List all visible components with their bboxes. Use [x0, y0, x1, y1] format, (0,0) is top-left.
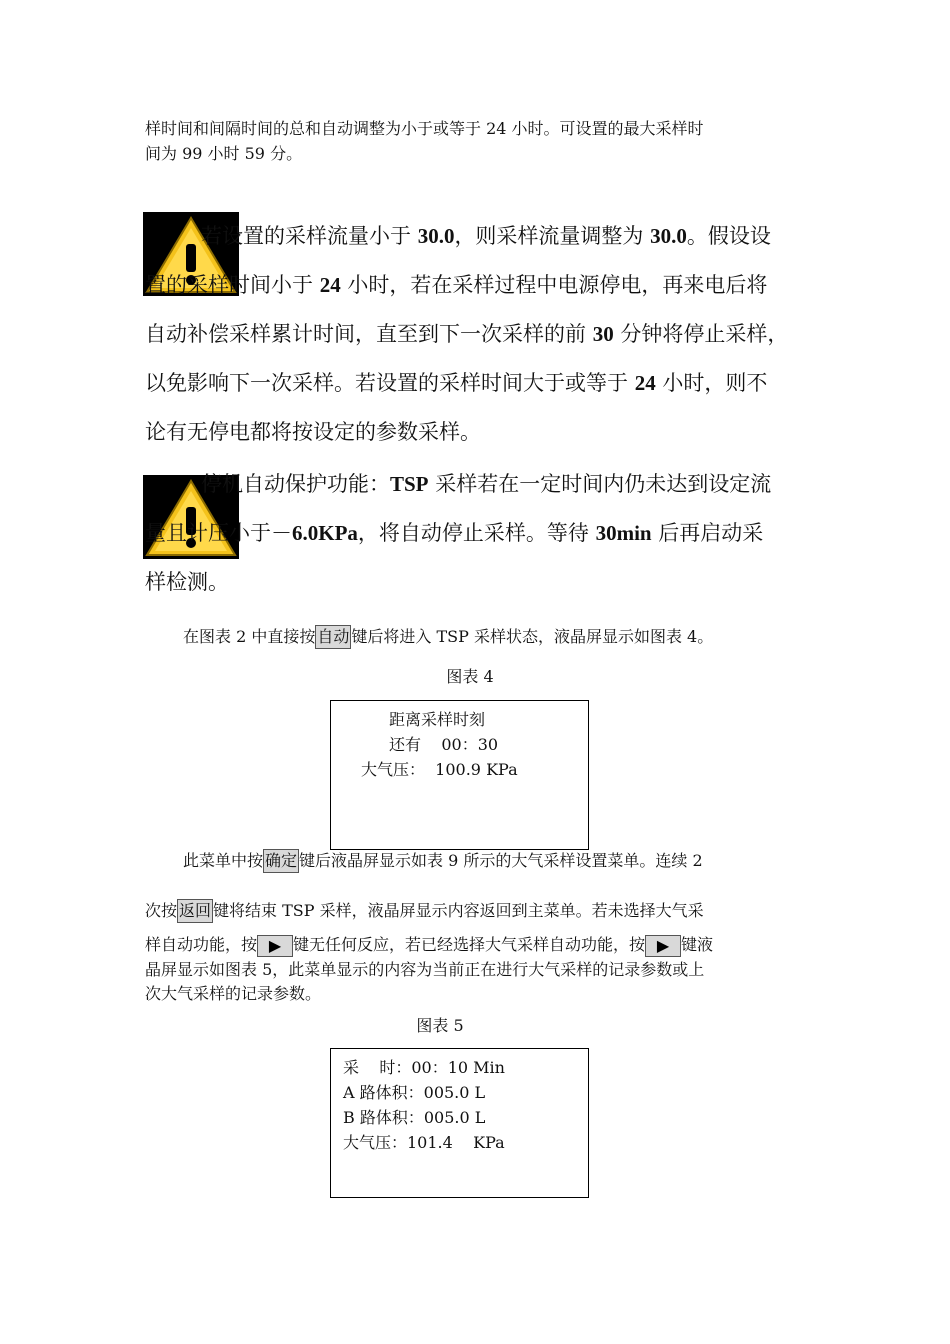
lcd-line: 大气压： 100.9 KPa	[361, 760, 518, 779]
right-arrow-key-icon: ▶	[257, 935, 293, 957]
paragraph-confirm: 此菜单中按 确定 键后液晶屏显示如表 9 所示的大气采样设置菜单。连续 2 次按 返回 键将结束 TSP 采样，液晶屏显示内容返回到主菜单。若未选择大气采 样自动功能，按 ▶ 键无任何反应，若已经选择大气采样自动功能，按 ▶ 键液 晶屏显示如图表 5，此菜单显示的内容为当前正在进行大气采样的记录参数或上 次大气采样的记录参数。	[145, 851, 714, 1003]
return-key: 返回	[177, 899, 213, 923]
confirm-key: 确定	[263, 849, 299, 873]
lcd-line: 还有 00：30	[389, 735, 499, 754]
warning-paragraph-2: 停机自动保护功能：TSP 采样若在一定时间内仍未达到设定流 量且计压小于－6.0KPa，将自动停止采样。等待 30min 后再启动采 样检测。	[145, 472, 772, 594]
paragraph-intro: 样时间和间隔时间的总和自动调整为小于或等于 24 小时。可设置的最大采样时 间为 99 小时 59 分。	[145, 119, 704, 163]
figure-4-caption: 图表 4	[446, 667, 494, 686]
lcd-line: 距离采样时刻	[389, 710, 486, 729]
paragraph-auto: 在图表 2 中直接按 自动 键后将进入 TSP 采样状态，液晶屏显示如图表 4。	[183, 624, 813, 649]
lcd-line: A 路体积：005.0 L	[343, 1083, 486, 1102]
right-arrow-key-icon: ▶	[645, 935, 681, 957]
lcd-line: 采 时：00：10 Min	[343, 1058, 505, 1077]
warning-paragraph-1: 若设置的采样流量小于 30.0，则采样流量调整为 30.0。假设设 置的采样时间小于 24 小时，若在采样过程中电源停电，再来电后将 自动补偿采样累计时间，直至到下一次采样的前 30 分钟将停止采样， 以免影响下一次采样。若设置的采样时间大于或等于 24 小时，则不 论有无停电都将按设定的参数采样。	[145, 224, 789, 444]
auto-key: 自动	[315, 625, 351, 649]
figure-5-caption: 图表 5	[416, 1016, 464, 1035]
lcd-screen-5	[330, 1048, 589, 1198]
lcd-screen-4	[330, 700, 589, 850]
lcd-line: 大气压：101.4 KPa	[343, 1133, 505, 1152]
lcd-line: B 路体积：005.0 L	[343, 1108, 486, 1127]
